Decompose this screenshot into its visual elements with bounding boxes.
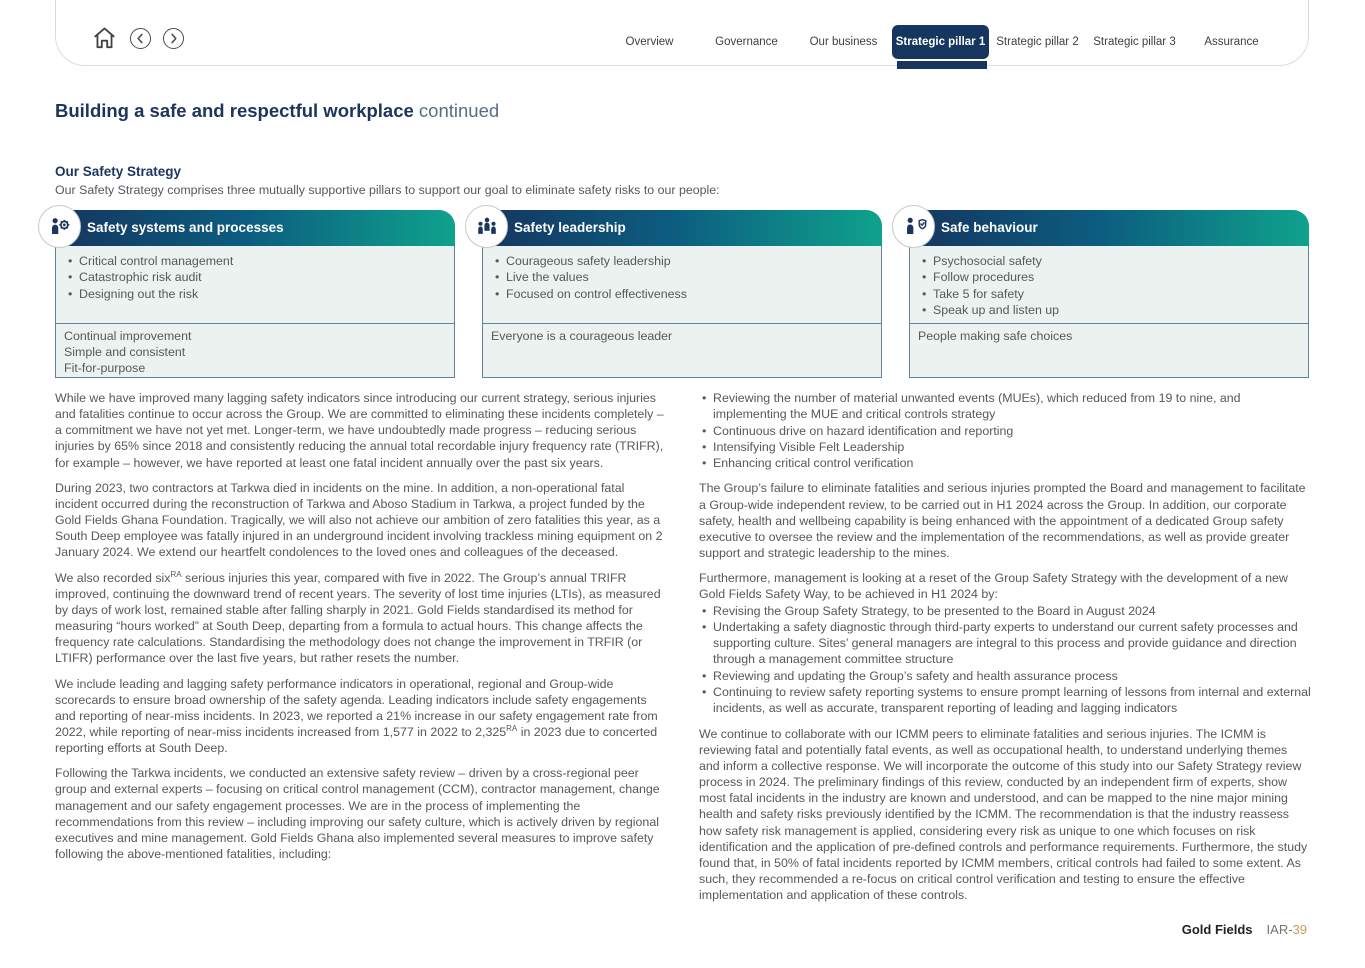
list-item: • Reviewing the number of material unwanted events (MUEs), which reduced from 19 to nine, and implementing the MUE and critical controls strategy bbox=[699, 390, 1311, 423]
forward-icon[interactable] bbox=[163, 28, 184, 49]
paragraph-text: We also recorded six bbox=[55, 570, 171, 585]
paragraph-text: in 2023 due to concerted reporting efforts at South Deep. bbox=[55, 724, 658, 756]
nav-controls bbox=[91, 25, 184, 51]
paragraph: While we have improved many lagging safety indicators since introducing our current strategy, serious injuries and fatalities continue to occur across the Group. We are committed to eliminating these incidents completely – a commitment we have not yet met. Longer-term, we have undoubtedly made progress – reducing serious injuries by 65% since 2018 and consistently reducing the annual total recordable injury frequency rate (TRIFR), for example – however, we have reported at least one fatal incident annually over the past six years. bbox=[55, 391, 664, 470]
body-column-right bbox=[699, 390, 1311, 912]
active-tab-indicator bbox=[897, 61, 987, 69]
tab-governance[interactable]: Governance bbox=[698, 25, 795, 59]
tab-strategic-pillar-3[interactable]: Strategic pillar 3 bbox=[1086, 25, 1183, 59]
tab-assurance[interactable]: Assurance bbox=[1183, 25, 1280, 59]
card-bullet: • Designing out the risk bbox=[66, 286, 444, 302]
section-intro: Our Safety Strategy comprises three mutually supportive pillars to support our goal to eliminate safety risks to our people: bbox=[55, 183, 720, 197]
card-bullet-list bbox=[56, 246, 454, 323]
people-group-icon bbox=[465, 205, 508, 248]
nav-tabs bbox=[601, 25, 1280, 59]
card-bullet: • Take 5 for safety bbox=[920, 286, 1298, 302]
pillar-card-safety-leadership bbox=[482, 210, 882, 378]
section-heading: Our Safety Strategy bbox=[55, 164, 182, 179]
page-number: 39 bbox=[1292, 922, 1307, 937]
list-item: • Intensifying Visible Felt Leadership bbox=[699, 439, 1311, 455]
card-footer-line: Continual improvement bbox=[64, 329, 192, 343]
card-bullet: • Catastrophic risk audit bbox=[66, 269, 444, 285]
card-bullet: • Psychosocial safety bbox=[920, 253, 1298, 269]
card-footer bbox=[56, 323, 454, 377]
list-item: • Revising the Group Safety Strategy, to be presented to the Board in August 2024 bbox=[699, 603, 1311, 619]
home-icon[interactable] bbox=[91, 25, 118, 51]
paragraph: We continue to collaborate with our ICMM peers to eliminate fatalities and serious injuries. The ICMM is reviewing fatal and potentially fatal events, as well as occupational health, to understand underlying themes and inform a collective response. We will incorporate the outcome of this study into our Safety Strategy review process in 2024. The preliminary findings of this review, conducted by an independent firm of experts, show most fatal incidents in the industry are known and understood, and can be mapped to the nine major mining health and safety risks previously identified by the ICMM. The recommendation is that the industry reassess how safety risk management is applied, considering every risk as unique to one which focuses on risk identification and the application of pre-defined controls and performance requirements. Furthermore, the study found that, in 50% of fatal incidents reported by ICMM members, critical controls had failed to some extent. As such, they recommended a re-focus on critical control verification and testing to ensure the effective implementation and application of these controls. bbox=[699, 726, 1308, 903]
tab-strategic-pillar-2[interactable]: Strategic pillar 2 bbox=[989, 25, 1086, 59]
ra-superscript: RA bbox=[170, 569, 182, 579]
paragraph: During 2023, two contractors at Tarkwa died in incidents on the mine. In addition, a non-operational fatal incident occurred during the reconstruction of Tarkwa and Aboso Stadium in Tarkwa, a project funded by the Gold Fields Ghana Foundation. Tragically, we will also not achieve our ambition of zero fatalities this year, as a South Deep employee was fatally injured in an underground incident involving trackless mining equipment on 2 January 2024. We extend our heartfelt condolences to the loved ones and colleagues of the deceased. bbox=[55, 480, 663, 560]
paragraph-text: We include leading and lagging safety performance indicators in operational, regional and Group-wide scorecards to ensure broad ownership of the safety agenda. Leading indicators include safety engagements and reporting of near-miss incidents. In 2023, we reported a 21% increase in our safety engagement rate from 2022, while reporting of near-miss incidents increased from 1,577 in 2022 to 2,325 bbox=[55, 676, 658, 739]
tab-label: Strategic pillar 1 bbox=[895, 36, 986, 48]
list-item: • Continuing to review safety reporting systems to ensure prompt learning of lessons from internal and external incidents, as well as accurate, transparent reporting of leading and lagging indicators bbox=[699, 684, 1311, 717]
tab-our-business[interactable]: Our business bbox=[795, 25, 892, 59]
back-icon[interactable] bbox=[130, 28, 151, 49]
card-body bbox=[909, 246, 1309, 378]
page-footer bbox=[1182, 922, 1307, 937]
list-item: • Continuous drive on hazard identification and reporting bbox=[699, 423, 1311, 439]
paragraph: Furthermore, management is looking at a reset of the Group Safety Strategy with the development of a new Gold Fields Safety Way, to be achieved in H1 2024 by: bbox=[699, 571, 1288, 602]
card-title: Safe behaviour bbox=[909, 210, 1309, 246]
measures-bullet-list bbox=[699, 390, 1311, 471]
pillar-card-safe-behaviour bbox=[909, 210, 1309, 378]
card-bullet: • Focused on control effectiveness bbox=[493, 286, 871, 302]
list-item: • Enhancing critical control verification bbox=[699, 455, 1311, 471]
paragraph: The Group’s failure to eliminate fatalities and serious injuries prompted the Board and management to facilitate a Group-wide independent review, to be carried out in H1 2024 across the Group. In addition, our corporate safety, health and wellbeing capability is being enhanced with the appointment of a dedicated Group safety executive to oversee the review and the implementation of the recommendations, as well as provide greater support and strategic leadership to the mines. bbox=[699, 481, 1306, 561]
page-title-suffix: continued bbox=[413, 100, 500, 121]
card-footer bbox=[910, 323, 1308, 377]
card-bullet: • Speak up and listen up bbox=[920, 302, 1298, 318]
paragraph: Following the Tarkwa incidents, we conducted an extensive safety review – driven by a cross-regional peer group and external experts – focusing on critical control management (CCM), contractor management, change management and our safety engagement processes. We are in the process of implementing the recommendations from this review – including improving our safety culture, which is actively driven by regional executives and mine management. Gold Fields Ghana also implemented several measures to improve safety following the above-mentioned fatalities, including: bbox=[55, 766, 660, 862]
ra-superscript: RA bbox=[506, 723, 518, 733]
card-footer-line: People making safe choices bbox=[918, 329, 1073, 343]
brand-name: Gold Fields bbox=[1181, 922, 1253, 937]
card-bullet: • Follow procedures bbox=[920, 269, 1298, 285]
body-column-left bbox=[55, 390, 667, 871]
card-footer bbox=[483, 323, 881, 377]
card-title: Safety leadership bbox=[482, 210, 882, 246]
card-body bbox=[55, 246, 455, 378]
safety-way-bullet-list bbox=[699, 603, 1311, 717]
card-bullet-list bbox=[910, 246, 1308, 323]
card-footer-line: Fit-for-purpose bbox=[64, 360, 146, 375]
pillar-card-safety-systems bbox=[55, 210, 455, 378]
paragraph bbox=[55, 570, 667, 667]
tab-strategic-pillar-1[interactable] bbox=[892, 25, 989, 59]
card-bullet: • Courageous safety leadership bbox=[493, 253, 871, 269]
doc-label: IAR- bbox=[1266, 922, 1293, 937]
card-body bbox=[482, 246, 882, 378]
card-bullet: • Critical control management bbox=[66, 253, 444, 269]
tab-overview[interactable]: Overview bbox=[601, 25, 698, 59]
card-footer-line: Simple and consistent bbox=[64, 344, 186, 359]
person-gear-icon bbox=[38, 205, 81, 248]
person-shield-icon bbox=[892, 205, 935, 248]
list-item: • Undertaking a safety diagnostic through third-party experts to understand our current safety processes and supporting culture. Sites’ general managers are integral to this process and provide guidance and direction through a management committee structure bbox=[699, 619, 1311, 668]
paragraph bbox=[55, 676, 667, 757]
safety-pillar-cards bbox=[55, 210, 1309, 378]
card-bullet-list bbox=[483, 246, 881, 323]
card-bullet: • Live the values bbox=[493, 269, 871, 285]
paragraph-text: serious injuries this year, compared with five in 2022. The Group’s annual TRIFR improved, continuing the downward trend of recent years. The severity of lost time injuries (LTIs), as measured by days of work lost, remained stable after falling sharply in 2021. Gold Fields standardised its method for measuring “hours worked” at South Deep, departing from a formula to actual hours. This change affects the frequency rate calculations. Standardising the methodology does not change the improvement in TRFIR (or LTIFR) performance over the last five years, but rather resets the number. bbox=[55, 570, 661, 666]
top-nav bbox=[55, 0, 1309, 66]
page-title-main: Building a safe and respectful workplace bbox=[55, 100, 414, 121]
list-item: • Reviewing and updating the Group’s safety and health assurance process bbox=[699, 668, 1311, 684]
page-title bbox=[55, 100, 499, 122]
card-title: Safety systems and processes bbox=[55, 210, 455, 246]
card-footer-line: Everyone is a courageous leader bbox=[491, 329, 673, 343]
